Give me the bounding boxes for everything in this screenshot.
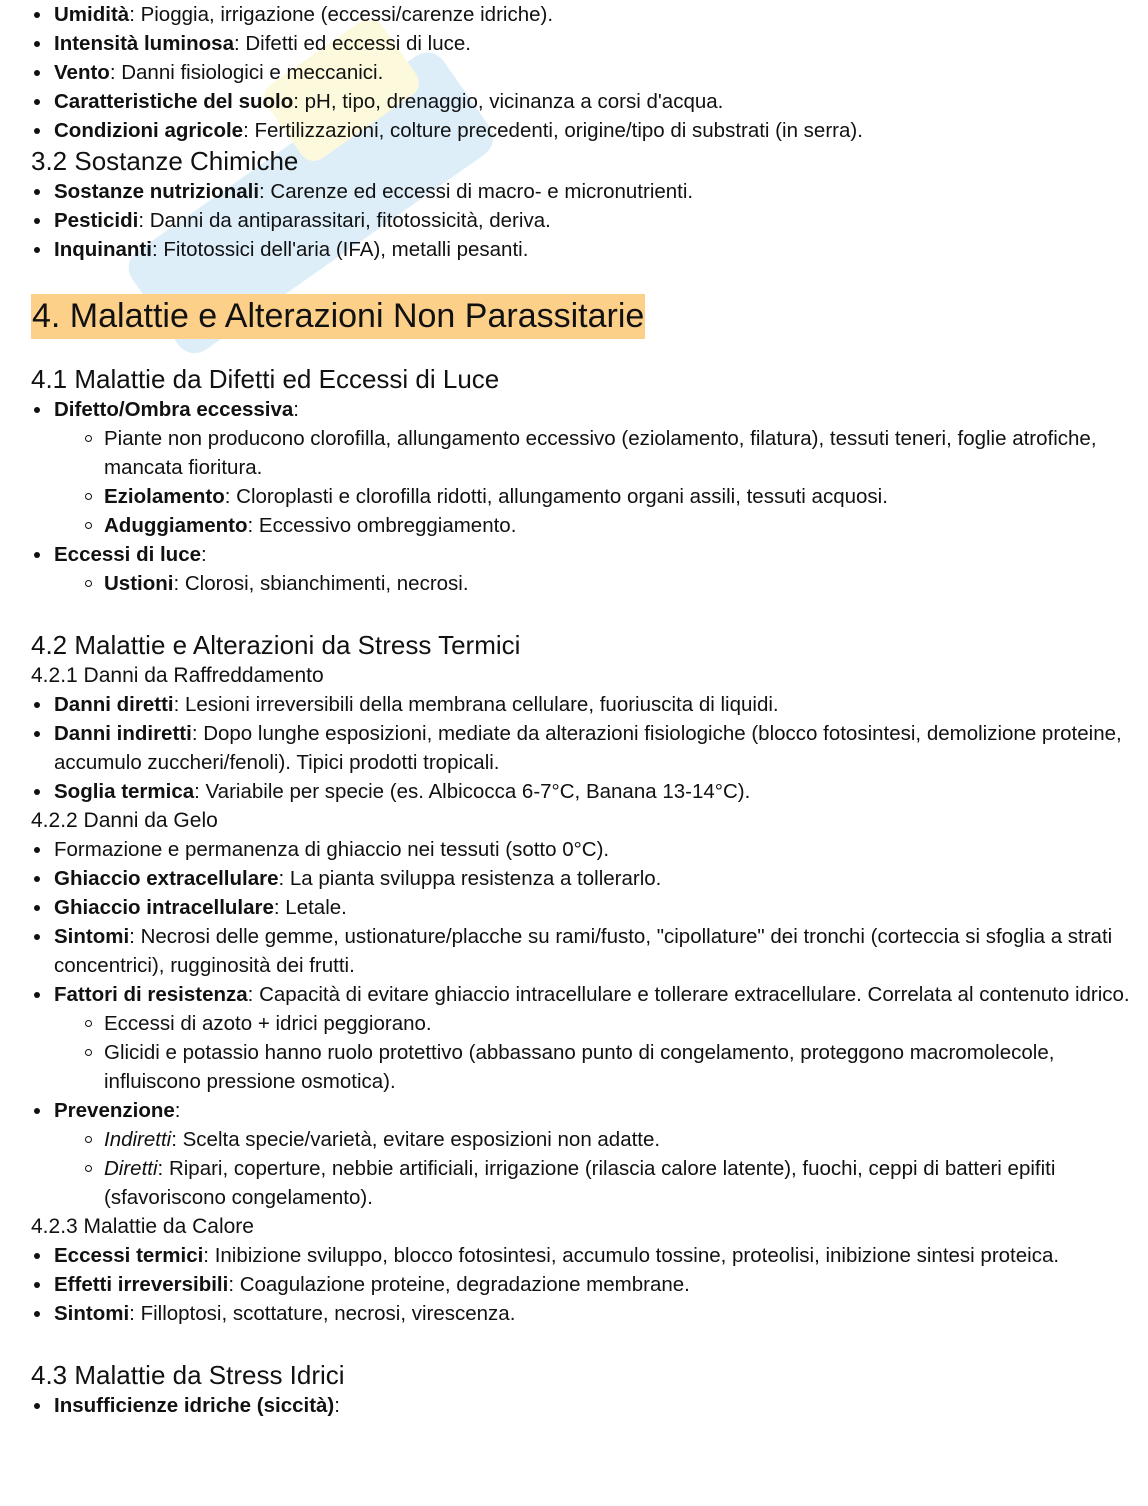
nested-list-item: [31, 482, 1146, 511]
item-label: Ustioni: [104, 572, 174, 595]
item-label: Eccessi di luce: [54, 543, 202, 566]
item-text: : Difetti ed eccessi di luce.: [233, 32, 471, 55]
item-label: Vento: [54, 61, 110, 84]
item-text: : pH, tipo, drenaggio, vicinanza a corsi d'acqua.: [293, 90, 724, 113]
item-label: Prevenzione: [54, 1099, 175, 1122]
item-label: Caratteristiche del suolo: [54, 90, 294, 113]
item-text: :: [174, 1099, 181, 1122]
list-item: [31, 864, 1146, 893]
item-label: Pesticidi: [54, 209, 139, 232]
list-item: [31, 1391, 1146, 1420]
item-text: :: [334, 1394, 340, 1417]
item-label: Danni diretti: [54, 693, 174, 716]
subsection-heading: 4.2 Malattie e Alterazioni da Stress Termici: [31, 630, 521, 660]
item-label: Danni indiretti: [54, 722, 192, 745]
item-label: Effetti irreversibili: [54, 1273, 229, 1296]
item-text: : Danni da antiparassitari, fitotossicità, deriva.: [138, 209, 551, 232]
item-label: Eccessi termici: [54, 1244, 204, 1267]
item-text: : Variabile per specie (es. Albicocca 6-7°C, Banana 13-14°C).: [194, 780, 751, 803]
item-label: Umidità: [54, 3, 130, 26]
list-item: [31, 29, 1146, 58]
item-text: : Lesioni irreversibili della membrana cellulare, fuoriuscita di liquidi.: [173, 693, 779, 716]
item-label: Inquinanti: [54, 238, 152, 261]
list-item: [31, 177, 1146, 206]
item-text: : Clorosi, sbianchimenti, necrosi.: [173, 572, 469, 595]
item-label: Soglia termica: [54, 780, 195, 803]
list-item: [31, 777, 1146, 806]
item-text: : Cloroplasti e clorofilla ridotti, allungamento organi assili, tessuti acquosi.: [224, 485, 888, 508]
item-text: Glicidi e potassio hanno ruolo protettivo (abbassano punto di congelamento, proteggono macromolecole, influiscono pressione osmotica).: [104, 1041, 1055, 1093]
item-text: : Scelta specie/varietà, evitare esposizioni non adatte.: [171, 1128, 661, 1151]
item-label: Condizioni agricole: [54, 119, 244, 142]
item-label-italic: Indiretti: [104, 1128, 172, 1151]
item-label: Intensità luminosa: [54, 32, 234, 55]
item-text: : Eccessivo ombreggiamento.: [247, 514, 517, 537]
nested-list-item: [31, 569, 1146, 598]
list-item: [31, 395, 1146, 424]
item-text: Piante non producono clorofilla, allungamento eccessivo (eziolamento, filatura), tessuti teneri, foglie atrofiche, mancata fioritura.: [104, 427, 1097, 479]
item-text: : Letale.: [273, 896, 347, 919]
nested-list-item: [31, 1125, 1146, 1154]
item-text: :: [201, 543, 207, 566]
item-label-italic: Diretti: [104, 1157, 158, 1180]
item-label: Sostanze nutrizionali: [54, 180, 260, 203]
list-item: [31, 116, 1146, 145]
item-label: Sintomi: [54, 925, 130, 948]
item-label: Difetto/Ombra eccessiva: [54, 398, 294, 421]
item-label: Aduggiamento: [104, 514, 248, 537]
item-text: : Danni fisiologici e meccanici.: [109, 61, 384, 84]
nested-list-item: [31, 1038, 1146, 1096]
item-label: Eziolamento: [104, 485, 225, 508]
item-text: : Fertilizzazioni, colture precedenti, origine/tipo di substrati (in serra).: [243, 119, 863, 142]
item-label: Sintomi: [54, 1302, 130, 1325]
nested-list-item: [31, 424, 1146, 482]
item-text: Formazione e permanenza di ghiaccio nei tessuti (sotto 0°C).: [54, 838, 610, 861]
subsection-heading: 4.3 Malattie da Stress Idrici: [31, 1360, 345, 1390]
nested-list-item: [31, 511, 1146, 540]
item-text: : La pianta sviluppa resistenza a tollerarlo.: [278, 867, 662, 890]
list-item: [31, 1241, 1146, 1270]
subsection-heading: 3.2 Sostanze Chimiche: [31, 146, 299, 176]
sub-subsection-heading: 4.2.2 Danni da Gelo: [31, 809, 218, 832]
item-text: : Pioggia, irrigazione (eccessi/carenze idriche).: [129, 3, 554, 26]
list-item: [31, 1096, 1146, 1125]
item-text: : Dopo lunghe esposizioni, mediate da alterazioni fisiologiche (blocco fotosintesi, demolizione proteine, accumulo zuccheri/fenoli). Tipici prodotti tropicali.: [54, 722, 1122, 774]
list-item: [31, 87, 1146, 116]
nested-list-item: [31, 1154, 1146, 1212]
section-heading-wrapper: [31, 264, 1146, 363]
list-item: [31, 980, 1146, 1009]
sub-subsection-heading: 4.2.3 Malattie da Calore: [31, 1215, 254, 1238]
sub-subsection-heading: 4.2.1 Danni da Raffreddamento: [31, 664, 324, 687]
list-item: [31, 719, 1146, 777]
list-item: [31, 0, 1146, 29]
list-item: [31, 835, 1146, 864]
section-heading: 4. Malattie e Alterazioni Non Parassitarie: [31, 294, 645, 339]
item-text: : Fitotossici dell'aria (IFA), metalli pesanti.: [151, 238, 529, 261]
list-item: [31, 540, 1146, 569]
item-label: Ghiaccio extracellulare: [54, 867, 279, 890]
item-text: : Coagulazione proteine, degradazione membrane.: [228, 1273, 690, 1296]
item-text: :: [293, 398, 299, 421]
list-item: [31, 893, 1146, 922]
list-item: [31, 58, 1146, 87]
item-text: : Ripari, coperture, nebbie artificiali, irrigazione (rilascia calore latente), fuochi, ceppi di batteri epifiti (sfavoriscono congelamento).: [104, 1157, 1056, 1209]
item-label: Ghiaccio intracellulare: [54, 896, 274, 919]
list-item: [31, 206, 1146, 235]
item-text: : Necrosi delle gemme, ustionature/placche su rami/fusto, "cipollature" dei tronchi (corteccia si sfoglia a strati concentrici), rugginosità dei frutti.: [54, 925, 1113, 977]
nested-list-item: [31, 1009, 1146, 1038]
item-label: Insufficienze idriche (siccità): [54, 1394, 335, 1417]
subsection-heading: 4.1 Malattie da Difetti ed Eccessi di Luce: [31, 364, 500, 394]
item-text: Eccessi di azoto + idrici peggiorano.: [104, 1012, 432, 1035]
item-label: Fattori di resistenza: [54, 983, 248, 1006]
item-text: : Filloptosi, scottature, necrosi, virescenza.: [129, 1302, 516, 1325]
item-text: : Carenze ed eccessi di macro- e micronutrienti.: [259, 180, 694, 203]
list-item: [31, 1299, 1146, 1328]
list-item: [31, 690, 1146, 719]
list-item: [31, 1270, 1146, 1299]
list-item: [31, 922, 1146, 980]
list-item: [31, 235, 1146, 264]
item-text: : Inibizione sviluppo, blocco fotosintesi, accumulo tossine, proteolisi, inibizione sintesi proteica.: [203, 1244, 1060, 1267]
item-text: : Capacità di evitare ghiaccio intracellulare e tollerare extracellulare. Correlata al contenuto idrico.: [247, 983, 1130, 1006]
